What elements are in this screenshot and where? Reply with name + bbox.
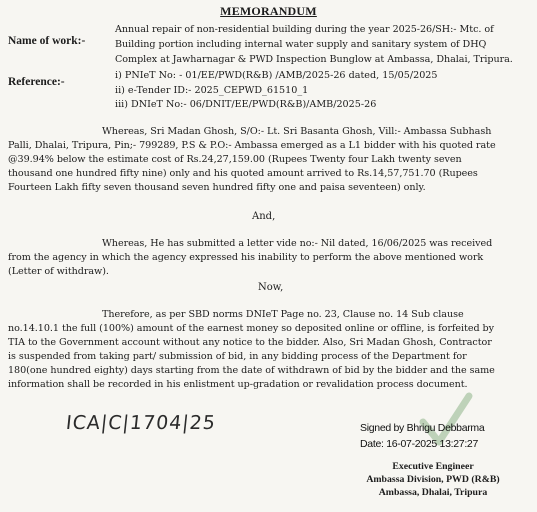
- reference-label: Reference:-: [8, 76, 65, 88]
- para1-line: Palli, Dhalai, Tripura, Pin;- 799289, P.S & P.O:- Ambassa emerged as a L1 bidder with his quoted rate: [8, 140, 496, 151]
- para3-line: Therefore, as per SBD norms DNIeT Page no. 23, Clause no. 14 Sub clause: [102, 309, 464, 320]
- name-of-work-label: Name of work:-: [8, 35, 86, 47]
- name-of-work-line: Annual repair of non-residential building during the year 2025-26/SH:- Mtc. of: [115, 24, 494, 35]
- para3-line: information shall be recorded in his enlistment up-gradation or revalidation process document.: [8, 379, 468, 390]
- now-connector: Now,: [258, 282, 284, 293]
- para1-line: Whereas, Sri Madan Ghosh, S/O:- Lt. Sri Basanta Ghosh, Vill:- Ambassa Subhash: [102, 126, 492, 137]
- para2-line: Whereas, He has submitted a letter vide no:- Nil dated, 16/06/2025 was received: [102, 238, 493, 249]
- para1-line: thousand one hundred fifty nine) only and his quoted amount arrived to Rs.14,57,751.70 (Rupees: [8, 168, 478, 179]
- digital-signature-date: Date: 16-07-2025 13:27:27: [360, 438, 479, 450]
- reference-item: iii) DNIeT No:- 06/DNIT/EE/PWD(R&B)/AMB/2025-26: [115, 99, 377, 110]
- para2-line: (Letter of withdraw).: [8, 266, 109, 277]
- signatory-designation: Executive Engineer: [392, 461, 474, 472]
- reference-item: ii) e-Tender ID:- 2025_CEPWD_61510_1: [115, 85, 309, 96]
- para3-line: TIA to the Government account without any notice to the bidder. Also, Sri Madan Ghosh, Contractor: [8, 337, 492, 348]
- para1-line: @39.94% below the estimate cost of Rs.24,27,159.00 (Rupees Twenty four Lakh twenty seven: [8, 154, 462, 165]
- digital-signature-signer: Signed by Bhrigu Debbarma: [360, 422, 485, 434]
- para2-line: from the agency in which the agency expressed his inability to perform the above mentioned work: [8, 252, 484, 263]
- memorandum-title: MEMORANDUM: [220, 4, 317, 18]
- para3-line: no.14.10.1 the full (100%) amount of the earnest money so deposited online or offline, is forfeited by: [8, 323, 495, 334]
- reference-item: i) PNIeT No: - 01/EE/PWD(R&B) /AMB/2025-26 dated, 15/05/2025: [115, 70, 438, 81]
- para1-line: Fourteen Lakh fifty seven thousand seven hundred fifty one and paisa seventeen) only.: [8, 182, 426, 193]
- signatory-location: Ambassa, Dhalai, Tripura: [378, 487, 488, 498]
- para3-line: 180(one hundred eighty) days starting from the date of withdrawn of bid by the bidder and the same: [8, 365, 495, 376]
- name-of-work-line: Complex at Jawharnagar & PWD Inspection Bunglow at Ambassa, Dhalai, Tripura.: [115, 54, 513, 65]
- handwritten-reference: ICA|C|1704|25: [64, 412, 218, 434]
- and-connector: And,: [252, 211, 276, 222]
- signatory-division: Ambassa Division, PWD (R&B): [366, 474, 500, 485]
- para3-line: is suspended from taking part/ submission of bid, in any bidding process of the Department for: [8, 351, 467, 362]
- name-of-work-line: Building portion including internal water supply and sanitary system of DHQ: [115, 39, 487, 50]
